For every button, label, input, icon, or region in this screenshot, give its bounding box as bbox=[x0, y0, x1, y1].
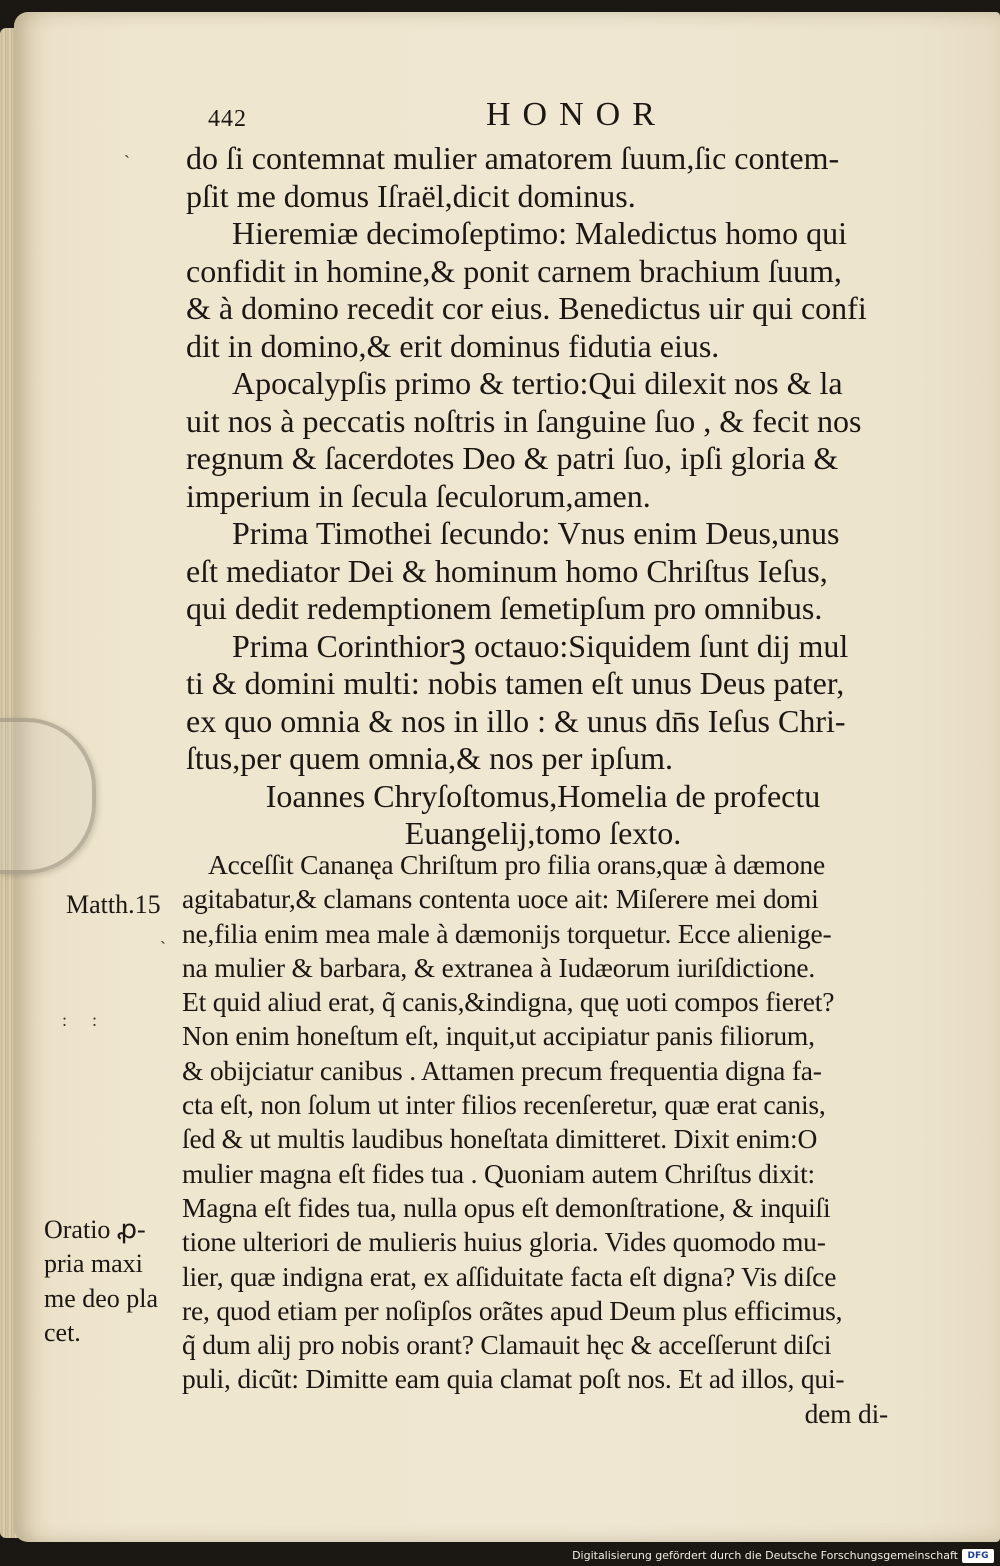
section-heading: Ioannes Chryſoſtomus,Homelia de profectu bbox=[265, 777, 821, 814]
margin-note-line: pria maxi bbox=[44, 1249, 143, 1279]
text-line: mulier magna eſt fides tua . Quoniam autem Chriſtus dixit: bbox=[182, 1157, 815, 1189]
margin-note-line: me deo pla bbox=[44, 1283, 159, 1313]
ink-speck: ˋ bbox=[160, 938, 166, 958]
ink-speck: : bbox=[62, 1010, 68, 1030]
text-line: ſed & ut multis laudibus honeſtata dimitteret. Dixit enim:O bbox=[182, 1123, 818, 1155]
running-head: HONOR bbox=[486, 96, 667, 133]
text-line: na mulier & barbara, & extranea à Iudæorum iuriſdictione. bbox=[182, 951, 816, 983]
text-line: Prima Corinthiorꝫ octauo:Siquidem ſunt dij mul bbox=[232, 627, 849, 664]
text-line: Magna eſt fides tua, nulla opus eſt demonſtratione, & inquiſi bbox=[182, 1191, 831, 1223]
margin-note-oratio bbox=[44, 1213, 158, 1350]
main-text-block bbox=[186, 140, 900, 853]
text-line: tione ulteriori de mulieris huius gloria. Vides quomodo mu- bbox=[182, 1226, 826, 1258]
dfg-logo: DFG bbox=[962, 1549, 994, 1563]
page-number: 442 bbox=[208, 106, 247, 132]
chrysostom-text-block bbox=[182, 848, 902, 1431]
text-line: Hieremiæ decimoſeptimo: Maledictus homo qui bbox=[232, 215, 847, 251]
text-line: cta eſt, non ſolum ut inter filios recenſeretur, quæ erat canis, bbox=[182, 1089, 826, 1121]
section-heading: Euangelij,tomo ſexto. bbox=[404, 815, 682, 851]
text-line: re, quod etiam per noſipſos orãtes apud Deum plus efficimus, bbox=[182, 1294, 843, 1326]
text-line: ti & domini multi: nobis tamen eſt unus Deus pater, bbox=[186, 665, 845, 701]
ink-speck: : bbox=[92, 1010, 98, 1030]
page-header bbox=[0, 96, 1000, 142]
text-line: q̃ dum alij pro nobis orant? Clamauit hęc & acceſſerunt diſci bbox=[182, 1329, 832, 1361]
text-line: puli, dicũt: Dimitte eam quia clamat poſt nos. Et ad illos, qui- bbox=[182, 1363, 845, 1395]
text-line: qui dedit redemptionem ſemetipſum pro omnibus. bbox=[186, 590, 823, 626]
text-line: do ſi contemnat mulier amatorem ſuum,ſic contem- bbox=[186, 140, 840, 176]
text-line: & obijciatur canibus . Attamen precum frequentia digna fa- bbox=[182, 1054, 822, 1086]
text-line: ne,filia enim mea male à dæmonijs torquetur. Ecce alienige- bbox=[182, 917, 832, 949]
text-line: Et quid aliud erat, q̃ canis,&indigna, quę uoti compos fieret? bbox=[182, 986, 835, 1018]
margin-note-matth: Matth.15 bbox=[66, 890, 161, 919]
text-line: Apocalypſis primo & tertio:Qui dilexit nos & la bbox=[232, 365, 843, 401]
text-line: dit in domino,& erit dominus fidutia eius. bbox=[186, 327, 720, 364]
digitization-credit: Digitalisierung gefördert durch die Deutsche Forschungsgemeinschaft bbox=[572, 1549, 958, 1562]
text-line: ſtus,per quem omnia,& nos per ipſum. bbox=[186, 740, 674, 776]
text-line: regnum & ſacerdotes Deo & patri ſuo, ipſi gloria & bbox=[186, 440, 839, 476]
text-line: & à domino recedit cor eius. Benedictus uir qui confi bbox=[186, 290, 867, 326]
text-line: Acceſſit Cananęa Chriſtum pro filia orans,quæ à dæmone bbox=[208, 849, 825, 880]
text-line: uit nos à peccatis noſtris in ſanguine ſuo , & fecit nos bbox=[186, 402, 862, 439]
text-line: agitabatur,& clamans contenta uoce ait: Miſerere mei domi bbox=[182, 883, 819, 915]
text-line: confidit in homine,& ponit carnem brachium ſuum, bbox=[186, 252, 842, 289]
text-line: Prima Timothei ſecundo: Vnus enim Deus,unus bbox=[232, 515, 840, 551]
text-line: imperium in ſecula ſeculorum,amen. bbox=[186, 477, 651, 514]
text-line: lier, quæ indigna erat, ex aſſiduitate facta eſt digna? Vis diſce bbox=[182, 1260, 837, 1292]
text-line: pſit me domus Iſraël,dicit dominus. bbox=[186, 177, 636, 214]
ink-speck: ˋ bbox=[124, 152, 130, 172]
text-line: ex quo omnia & nos in illo : & unus dn̄s Ieſus Chri- bbox=[186, 702, 846, 739]
text-line: eſt mediator Dei & hominum homo Chriſtus Ieſus, bbox=[186, 552, 828, 589]
text-line: Non enim honeſtum eſt, inquit,ut accipiatur panis filiorum, bbox=[182, 1020, 815, 1052]
margin-note-line: Oratio ꝓ- bbox=[44, 1215, 146, 1244]
catchword: dem di- bbox=[804, 1397, 888, 1429]
margin-note-line: cet. bbox=[44, 1317, 81, 1347]
